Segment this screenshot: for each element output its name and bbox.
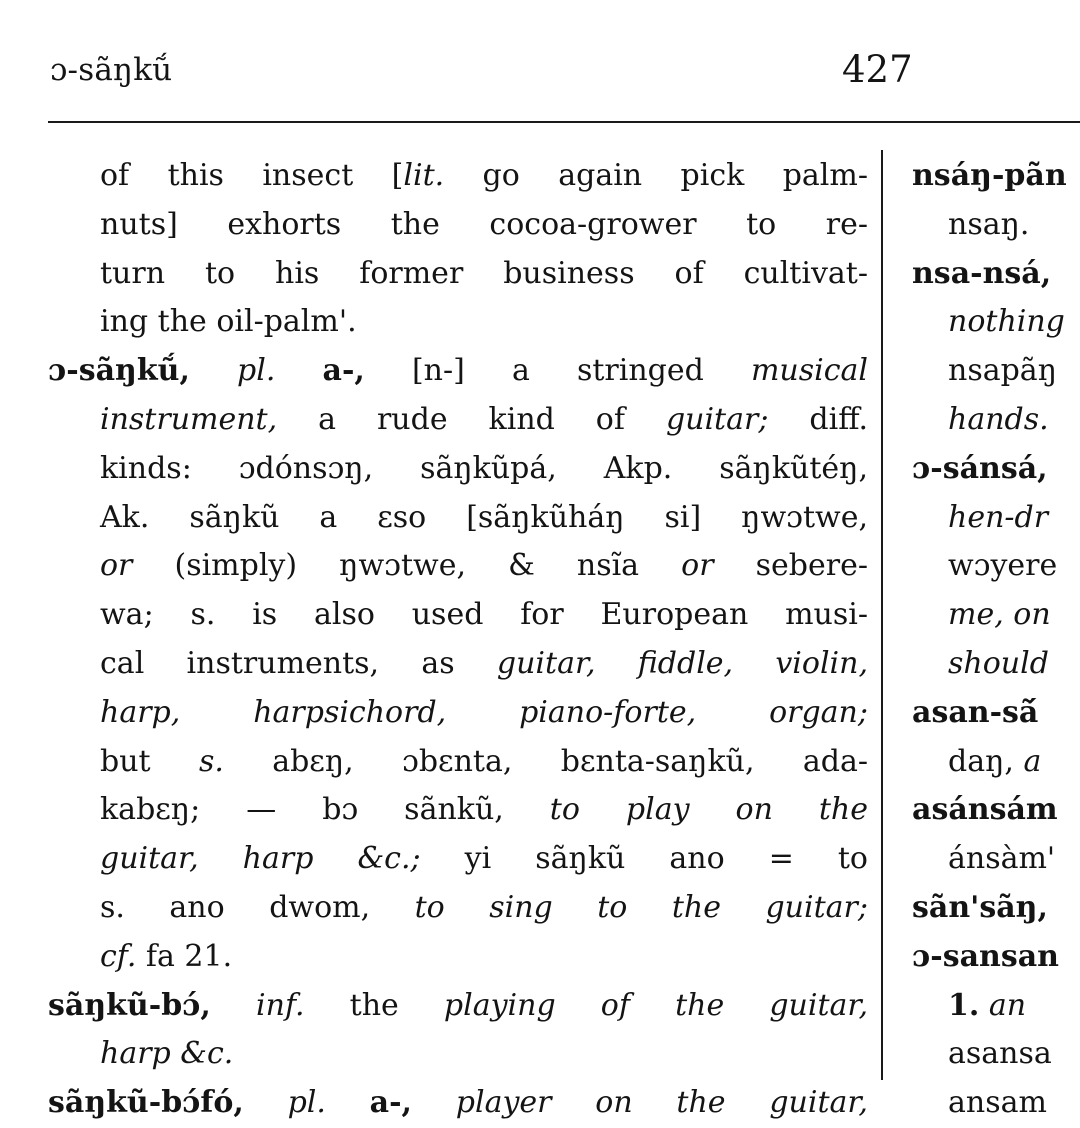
- right-column: [912, 152, 1080, 1121]
- entry-text: [412, 1085, 456, 1120]
- main-column-line: [48, 494, 868, 543]
- main-column-line: [48, 738, 868, 787]
- italic-text: inf.: [256, 987, 305, 1023]
- italic-text: or: [100, 548, 133, 584]
- entry-text: [275, 353, 322, 388]
- entry-text: s. ano dwom,: [100, 889, 415, 925]
- right-column-line: [912, 396, 1080, 445]
- main-column-line: [48, 152, 868, 201]
- headword: ɔ-sansan: [912, 938, 1059, 974]
- right-column-line: [912, 835, 1080, 884]
- main-column-line: [48, 396, 868, 445]
- right-column-line: [912, 738, 1080, 787]
- entry-text: ánsàm': [948, 841, 1056, 877]
- entry-text: turn to his former business of cultivat-: [100, 255, 868, 291]
- entry-text: abɛŋ, ɔbɛnta, bɛnta-saŋkũ, ada-: [223, 743, 868, 779]
- right-column-line: [912, 933, 1080, 982]
- main-column-line: [48, 250, 868, 299]
- main-column: [48, 152, 869, 1121]
- main-column-line: [48, 347, 868, 396]
- entry-text: daŋ,: [948, 743, 1024, 779]
- italic-text: pl.: [237, 353, 276, 389]
- right-column-line: [912, 1079, 1080, 1121]
- entry-text: nuts] exhorts the cocoa-grower to re-: [100, 206, 868, 242]
- italic-text: guitar, fiddle, violin,: [496, 645, 869, 681]
- entry-text: [244, 1085, 288, 1120]
- entry-text: nsaŋ.: [948, 206, 1030, 242]
- entry-text: ing the oil-palm'.: [100, 304, 357, 340]
- headword: ɔ-sãŋkṹ,: [48, 353, 190, 389]
- italic-text: a: [1023, 743, 1042, 779]
- italic-text: should: [948, 645, 1049, 681]
- entry-text: (simply) ŋwɔtwe, & nsĩa: [132, 548, 682, 584]
- main-column-line: [48, 298, 868, 347]
- headword: sãn'sãŋ,: [912, 889, 1048, 925]
- header-rule: [48, 121, 1080, 123]
- main-column-line: [48, 982, 868, 1031]
- italic-text: s.: [198, 743, 224, 779]
- italic-text: playing of the guitar,: [443, 987, 868, 1023]
- entry-text: ansam: [948, 1085, 1047, 1121]
- entry-text: Ak. sãŋkũ a ɛso [sãŋkũháŋ si] ŋwɔtwe,: [100, 499, 868, 535]
- right-column-line: [912, 494, 1080, 543]
- entry-text: yi sãŋkũ ano = to: [420, 841, 868, 877]
- right-column-line: [912, 689, 1080, 738]
- italic-text: hen-dr: [948, 499, 1049, 535]
- entry-text: but: [100, 743, 199, 779]
- main-column-line: [48, 640, 868, 689]
- main-column-line: [48, 933, 868, 982]
- entry-text: fa 21.: [136, 938, 233, 974]
- column-divider: [881, 150, 883, 1080]
- entry-text: [326, 1085, 370, 1120]
- entry-text: sebere-: [713, 548, 868, 584]
- headword: nsa-nsá,: [912, 255, 1052, 291]
- right-column-line: [912, 201, 1080, 250]
- italic-text: or: [681, 548, 714, 584]
- entry-text: [190, 353, 237, 388]
- italic-text: cf.: [100, 938, 137, 974]
- entry-text: [211, 988, 256, 1023]
- entry-text: kabɛŋ; — bɔ sãnkũ,: [100, 792, 550, 828]
- right-column-line: [912, 250, 1080, 299]
- italic-text: hands.: [948, 401, 1049, 437]
- entry-text: go again pick palm-: [444, 158, 868, 193]
- italic-text: guitar;: [665, 401, 769, 437]
- main-column-line: [48, 884, 868, 933]
- running-head: ɔ-sãŋkṹ: [50, 52, 173, 88]
- main-column-line: [48, 835, 868, 884]
- italic-text: an: [988, 987, 1027, 1023]
- headword: nsáŋ-pãn: [912, 158, 1067, 193]
- entry-text: kinds: ɔdónsɔŋ, sãŋkũpá, Akp. sãŋkũtéŋ,: [100, 450, 868, 486]
- italic-text: player on the guitar,: [455, 1085, 868, 1121]
- italic-text: pl.: [287, 1085, 326, 1121]
- italic-text: guitar, harp &c.;: [100, 841, 421, 877]
- entry-text: wa; s. is also used for European musi-: [100, 597, 868, 633]
- main-column-line: [48, 445, 868, 494]
- italic-text: me, on: [948, 597, 1051, 633]
- entry-text: cal instruments, as: [100, 645, 497, 681]
- right-column-line: [912, 1030, 1080, 1079]
- right-column-line: [912, 591, 1080, 640]
- headword: 1.: [948, 987, 980, 1023]
- right-column-line: [912, 786, 1080, 835]
- main-column-line: [48, 591, 868, 640]
- main-column-line: [48, 786, 868, 835]
- italic-text: harp, harpsichord, piano-forte, organ;: [100, 694, 868, 730]
- main-column-line: [48, 542, 868, 591]
- entry-text: asansa: [948, 1036, 1052, 1072]
- headword: asánsám: [912, 792, 1058, 828]
- right-column-line: [912, 542, 1080, 591]
- right-column-line: [912, 640, 1080, 689]
- main-column-line: [48, 689, 868, 738]
- main-column-line: [48, 201, 868, 250]
- italic-text: nothing: [948, 304, 1065, 340]
- right-column-line: [912, 445, 1080, 494]
- main-column-line: [48, 1030, 868, 1079]
- italic-text: musical: [750, 353, 868, 389]
- entry-text: wɔyere: [948, 548, 1058, 584]
- italic-text: to sing to the guitar;: [414, 889, 868, 925]
- italic-text: lit.: [403, 158, 445, 193]
- headword: sãŋkũ-bɔ́fó,: [48, 1085, 244, 1121]
- headword: a-,: [369, 1085, 413, 1121]
- entry-text: diff.: [768, 401, 868, 437]
- entry-text: of this insect [: [100, 158, 404, 193]
- italic-text: to play on the: [549, 792, 868, 828]
- right-column-line: [912, 152, 1080, 201]
- main-column-line: [48, 1079, 868, 1121]
- entry-text: nsapãŋ: [948, 353, 1058, 389]
- right-column-line: [912, 347, 1080, 396]
- headword: asan-sã́: [912, 694, 1039, 730]
- entry-text: [n-] a stringed: [364, 353, 751, 389]
- entry-text: [979, 988, 989, 1023]
- right-column-line: [912, 982, 1080, 1031]
- headword: sãŋkũ-bɔ́,: [48, 987, 211, 1023]
- italic-text: instrument,: [100, 401, 278, 437]
- page-number: 427: [842, 48, 913, 91]
- headword: a-,: [322, 353, 365, 389]
- headword: ɔ-sánsá,: [912, 450, 1048, 486]
- right-column-line: [912, 298, 1080, 347]
- right-column-line: [912, 884, 1080, 933]
- entry-text: a rude kind of: [277, 401, 666, 437]
- entry-text: the: [304, 987, 444, 1023]
- italic-text: harp &c.: [100, 1036, 234, 1072]
